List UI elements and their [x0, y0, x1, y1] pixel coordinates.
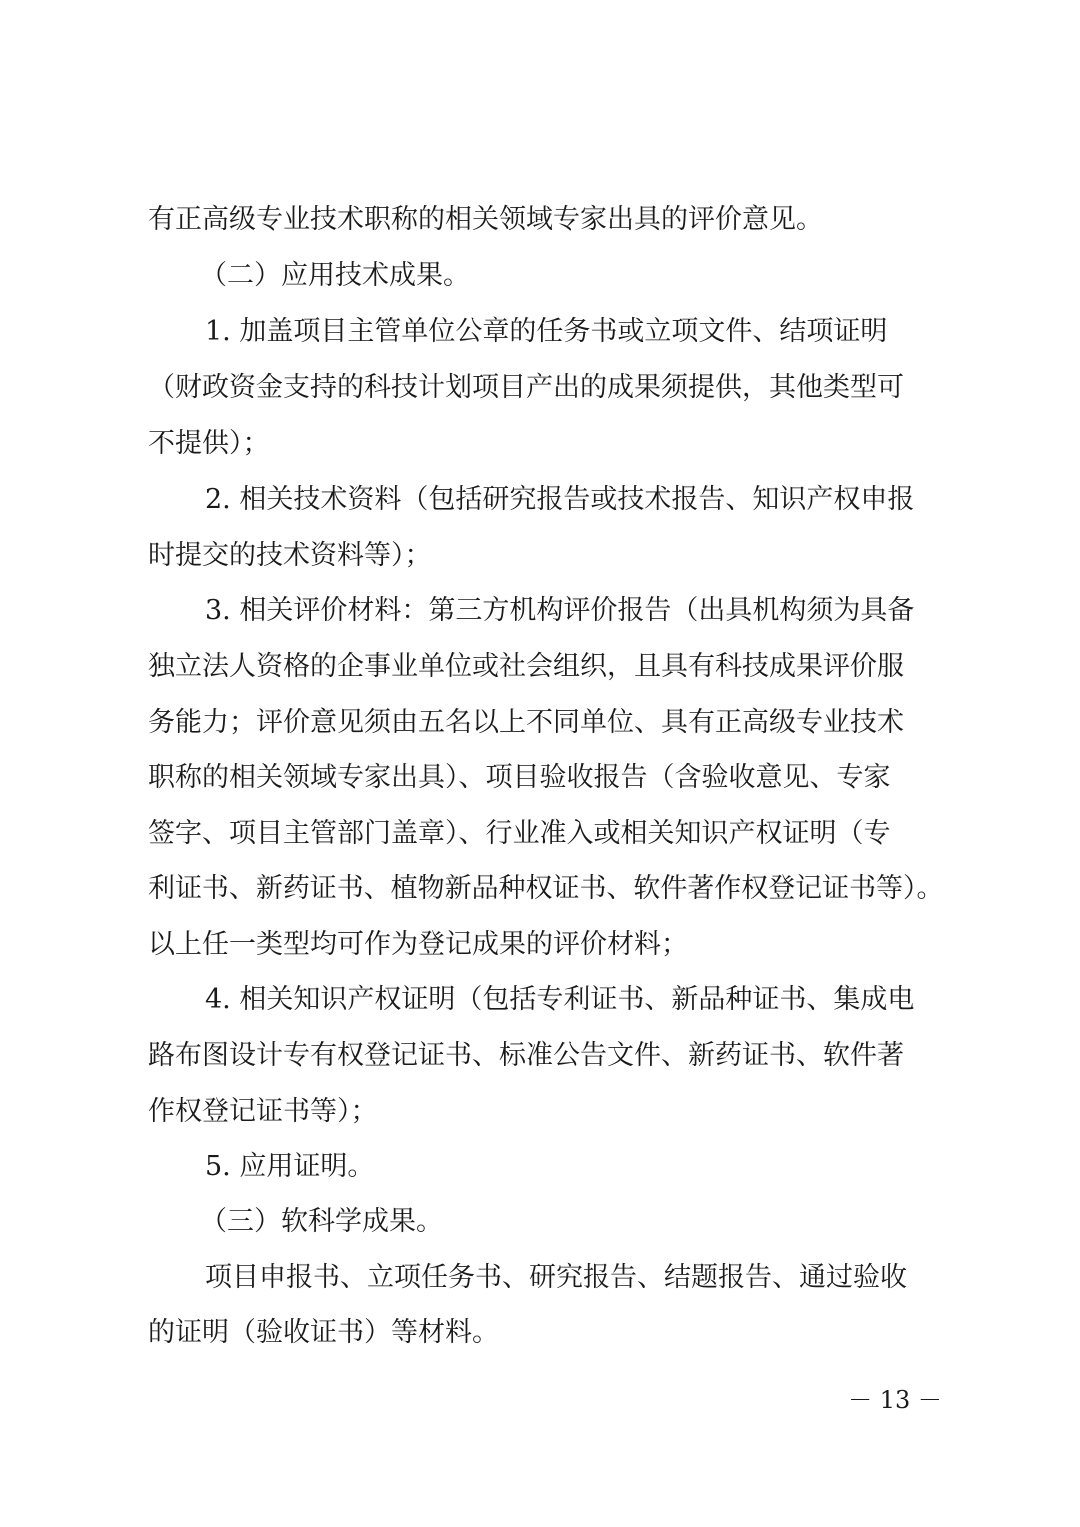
line-text: 职称的相关领域专家出具）、项目验收报告（含验收意见、专家 — [148, 762, 891, 793]
line-text: （二）应用技术成果。 — [200, 260, 470, 291]
body-line — [0, 368, 1080, 408]
line-text: 作权登记证书等）； — [148, 1096, 378, 1127]
body-line — [0, 647, 1080, 687]
body-line — [0, 536, 1080, 576]
line-text: 以上任一类型均可作为登记成果的评价材料； — [148, 929, 688, 960]
line-text: 独立法人资格的企事业单位或社会组织，且具有科技成果评价服 — [148, 651, 904, 682]
body-line — [0, 424, 1080, 464]
line-text: 务能力；评价意见须由五名以上不同单位、具有正高级专业技术 — [148, 707, 904, 738]
line-text: 时提交的技术资料等）； — [148, 540, 432, 571]
line-text: 不提供）； — [148, 428, 270, 459]
line-text: 项目申报书、立项任务书、研究报告、结题报告、通过验收 — [205, 1262, 907, 1293]
page-number: － 13 － — [848, 1386, 942, 1414]
body-line — [0, 591, 1080, 631]
body-line — [0, 1258, 1080, 1298]
body-line — [0, 200, 1080, 240]
line-text: 有正高级专业技术职称的相关领域专家出具的评价意见。 — [148, 204, 823, 235]
line-text: 3. 相关评价材料：第三方机构评价报告（出具机构须为具备 — [205, 595, 915, 626]
line-text: 签字、项目主管部门盖章）、行业准入或相关知识产权证明（专 — [148, 818, 891, 849]
line-text: （财政资金支持的科技计划项目产出的成果须提供，其他类型可 — [148, 372, 904, 403]
section-heading — [0, 256, 1080, 296]
body-line — [0, 814, 1080, 854]
body-line — [0, 480, 1080, 520]
line-text: 1. 加盖项目主管单位公章的任务书或立项文件、结项证明 — [205, 316, 888, 347]
body-line — [0, 312, 1080, 352]
body-line — [0, 1147, 1080, 1187]
line-text: 2. 相关技术资料（包括研究报告或技术报告、知识产权申报 — [205, 484, 915, 515]
section-heading — [0, 1202, 1080, 1242]
line-text: 利证书、新药证书、植物新品种权证书、软件著作权登记证书等）。 — [148, 873, 944, 904]
body-line — [0, 869, 1080, 909]
body-line — [0, 703, 1080, 743]
line-text: 的证明（验收证书）等材料。 — [148, 1317, 499, 1348]
body-line — [0, 758, 1080, 798]
line-text: 5. 应用证明。 — [205, 1151, 375, 1182]
line-text: 路布图设计专有权登记证书、标准公告文件、新药证书、软件著 — [148, 1040, 904, 1071]
body-line — [0, 1092, 1080, 1132]
body-line — [0, 980, 1080, 1020]
line-text: 4. 相关知识产权证明（包括专利证书、新品种证书、集成电 — [205, 984, 915, 1015]
body-line — [0, 1313, 1080, 1353]
line-text: （三）软科学成果。 — [200, 1206, 443, 1237]
body-line — [0, 1036, 1080, 1076]
body-line — [0, 925, 1080, 965]
